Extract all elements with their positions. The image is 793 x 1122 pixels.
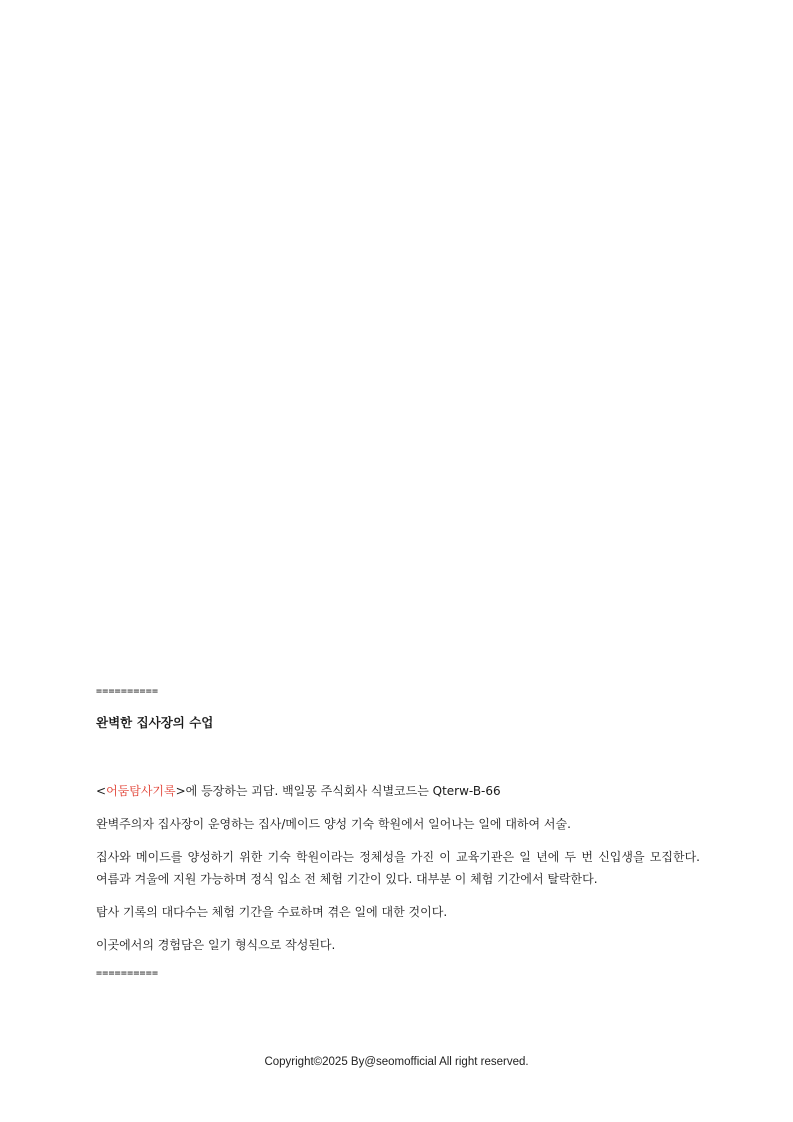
- paragraph-records: 탐사 기록의 대다수는 체험 기간을 수료하며 겪은 일에 대한 것이다.: [96, 905, 448, 919]
- divider-top: ==========: [96, 686, 159, 697]
- paragraph-description: 집사와 메이드를 양성하기 위한 기숙 학원이라는 정체성을 가진 이 교육기관은 일 년에 두 번 신입생을 모집한다. 여름과 겨울에 지원 가능하며 정식 입소 전 체험 기간이 있다. 대부분 이 체험 기간에서 탈락한다.: [96, 850, 700, 886]
- intro-paragraph: [96, 780, 700, 802]
- intro-rest: >에 등장하는 괴담. 백일몽 주식회사 식별코드는 Qterw-B-66: [175, 784, 501, 798]
- copyright-footer: Copyright©2025 By@seomofficial All right reserved.: [264, 1056, 529, 1068]
- paragraph-format: 이곳에서의 경험담은 일기 형식으로 작성된다.: [96, 938, 336, 952]
- paragraph-summary: 완벽주의자 집사장이 운영하는 집사/메이드 양성 기숙 학원에서 일어나는 일에 대하여 서술.: [96, 817, 571, 831]
- intro-open-bracket: <: [96, 784, 107, 798]
- series-name-highlight: 어둠탐사기록: [106, 784, 176, 798]
- divider-bottom: ==========: [96, 968, 159, 979]
- document-body: [96, 684, 700, 982]
- document-title: 완벽한 집사장의 수업: [96, 715, 214, 730]
